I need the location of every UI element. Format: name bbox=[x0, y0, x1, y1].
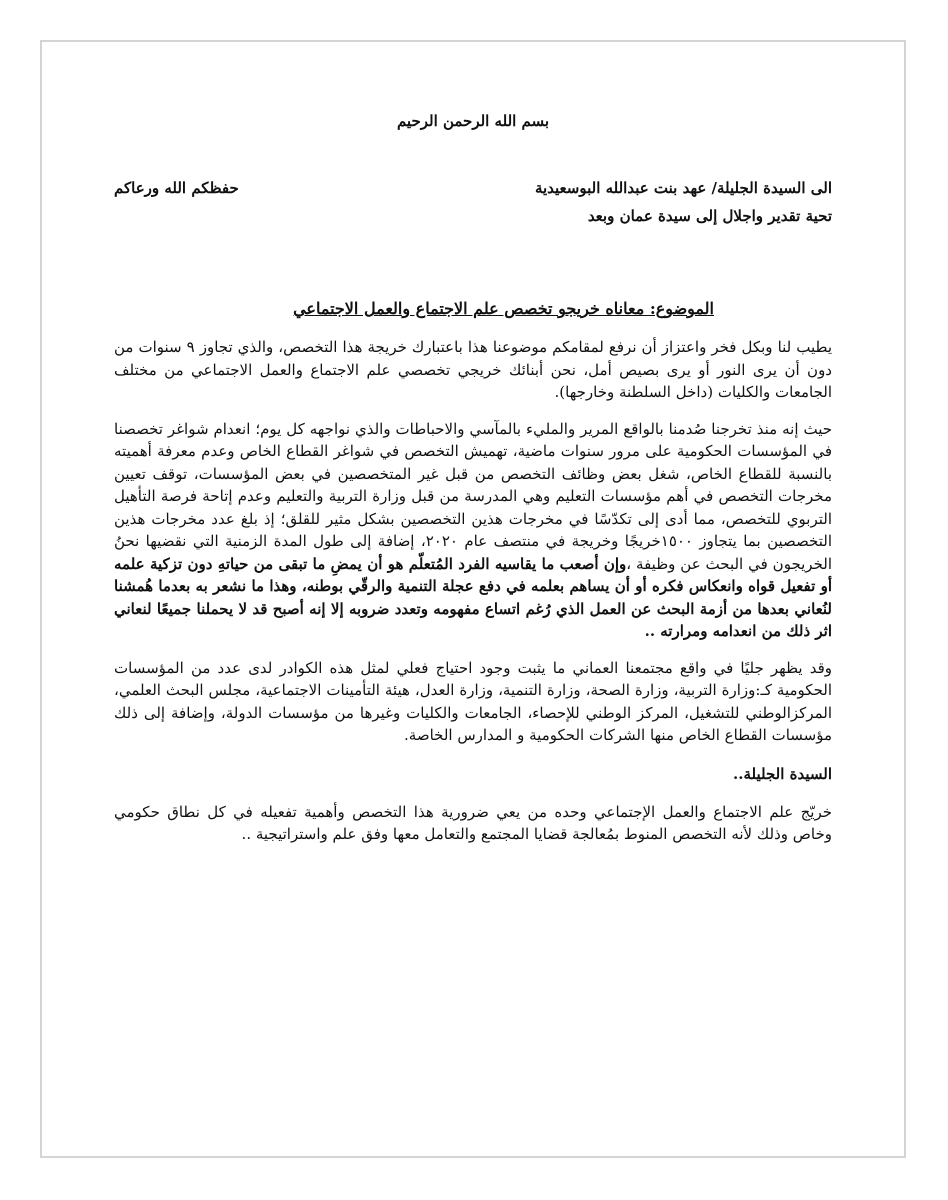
basmala: بسم الله الرحمن الرحيم bbox=[396, 112, 550, 130]
paragraph-problems bbox=[114, 418, 832, 643]
document-page bbox=[40, 40, 906, 1158]
paragraph-closing: خريّج علم الاجتماع والعمل الإجتماعي وحده من يعي ضرورية هذا التخصص وأهمية تفعيله في كل نطاق حكومي وخاص وذلك لأنه التخصص المنوط بمُعالجة قضايا المجتمع والتعامل معها وفق علم واستراتيجية .. bbox=[114, 802, 832, 843]
section-heading: السيدة الجليلة.. bbox=[733, 764, 832, 783]
letter-body bbox=[114, 112, 832, 860]
greeting: تحية تقدير واجلال إلى سيدة عمان وبعد bbox=[587, 207, 832, 225]
paragraph-problems-text: حيث إنه منذ تخرجنا صُدمنا بالواقع المرير والمليء بالمآسي والاحباطات والذي نواجهه كل يوم؛ انعدام شواغر تخصصنا في المؤسسات الحكومية على مرور سنوات ماضية، تهميش التخصص في شواغر القطاع الخاص وعدم معرفة أهميته بالنسبة للقطاع الخاص، شغل بعض وظائف التخصص من قبل غير المتخصصين في بعض المؤسسات، توقف تعيين مخرجات التخصص في أهم مؤسسات التعليم وهي المدرسة من قبل وزارة التربية والتعليم وعدم إتاحة فرصة التأهيل التربوي للتخصص، مما أدى إلى تكدّسًا في مخرجات هذين التخصصين بشكل مثير للقلق؛ إذ بلغ عدد مخرجات هذين التخصصين بما يتجاوز ١٥٠٠خريجًا وخريجة في منتصف عام ٢٠٢٠، إضافة إلى طول المدة الزمنية التي نقضيها نحنُ الخريجون في البحث عن وظيفة ، bbox=[114, 419, 833, 573]
blessing: حفظكم الله ورعاكم bbox=[114, 179, 239, 197]
subject-line: الموضوع: معاناه خريجو تخصص علم الاجتماع والعمل الاجتماعي bbox=[293, 299, 714, 318]
addressee: الى السيدة الجليلة/ عهد بنت عبدالله البوسعيدية bbox=[534, 179, 832, 197]
paragraph-problems-emphasis: وإن أصعب ما يقاسيه الفرد المُتعلّم هو أن يمضِ ما تبقى من حياتهِ دون تزكية علمه أو تفعيل قواه وانعكاس فكره أو أن يساهم بعلمه في دفع عجلة التنمية والرقّي بوطنه، وهذا ما نشعر به بعدما هُمشنا لنُعاني بعدها من أزمة البحث عن العمل الذي رُغم اتساع مفهومه وتعدد ضروبه إلا إنه أصبح قد لا يحملنا جميعًا لنعاني اثر ذلك من انعدامه ومرارته .. bbox=[114, 554, 832, 640]
paragraph-needs: وقد يظهر جليًا في واقع مجتمعنا العماني ما يثبت وجود احتياج فعلي لمثل هذه الكوادر لدى عدد من المؤسسات الحكومية كـ:وزارة التربية، وزارة الصحة، وزارة التنمية، وزارة العدل، هيئة التأمينات الاجتماعية، مجلس البحث العلمي، المركزالوطني للتشغيل، المركز الوطني للإحصاء، الجامعات والكليات وغيرها من مؤسسات الدولة، وإضافة إلى ذلك مؤسسات القطاع الخاص منها الشركات الحكومية و المدارس الخاصة. bbox=[114, 658, 832, 744]
address-line bbox=[114, 174, 832, 202]
paragraph-intro: يطيب لنا وبكل فخر واعتزاز أن نرفع لمقامكم موضوعنا هذا باعتبارك خريجة هذا التخصص، والذي تجاوز ٩ سنوات من دون أن يرى النور أو يرى بصيص أمل، نحن أبنائك خريجي تخصصي علم الاجتماع والعمل الاجتماعي من مختلف الجامعات والكليات (داخل السلطنة وخارجها). bbox=[114, 338, 832, 401]
